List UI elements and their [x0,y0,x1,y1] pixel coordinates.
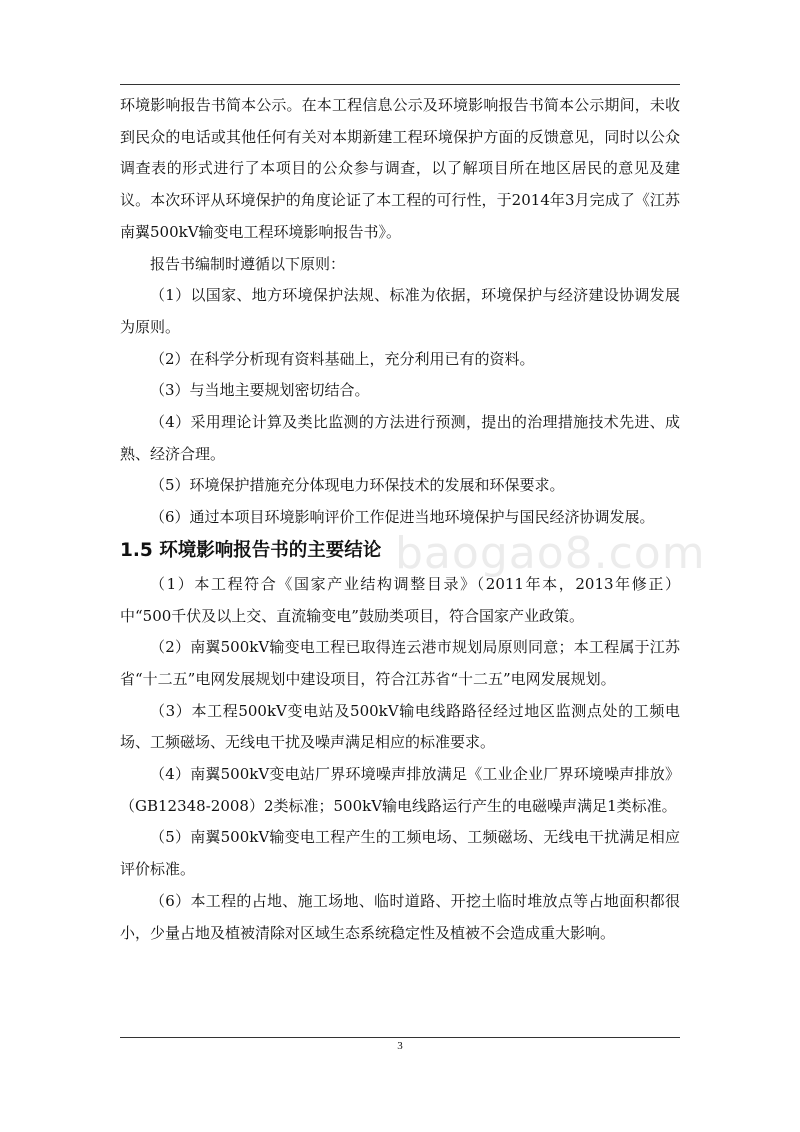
principle-item: （6）通过本项目环境影响评价工作促进当地环境保护与国民经济协调发展。 [150,508,655,527]
conclusion-item: （3）本工程500kV变电站及500kV输电线路路径经过地区监测点处的工频电场、工频磁场、无线电干扰及噪声满足相应的标准要求。 [120,701,680,752]
conclusion-item: （5）南翼500kV输变电工程产生的工频电场、工频磁场、无线电干扰满足相应评价标准。 [120,828,680,879]
principle-item: （1）以国家、地方环境保护法规、标准为依据，环境保护与经济建设协调发展为原则。 [120,286,680,336]
header-rule [120,84,680,85]
conclusion-item: （4）南翼500kV变电站厂界环境噪声排放满足《工业企业厂界环境噪声排放》（GB12348-2008）2类标准；500kV输电线路运行产生的电磁噪声满足1类标准。 [120,765,680,815]
section-heading: 1.5 环境影响报告书的主要结论 [120,539,382,561]
watermark: baogao8.com [395,528,706,579]
principle-item: （3）与当地主要规划密切结合。 [150,381,370,400]
page-number: 3 [397,1040,403,1052]
conclusion-item: （2）南翼500kV输变电工程已取得连云港市规划局原则同意；本工程属于江苏省“十二五”电网发展规划中建设项目，符合江苏省“十二五”电网发展规划。 [120,638,680,688]
principle-item: （5）环境保护措施充分体现电力环保技术的发展和环保要求。 [150,476,565,495]
intro-paragraph: 环境影响报告书简本公示。在本工程信息公示及环境影响报告书简本公示期间，未收到民众的电话或其他任何有关对本期新建工程环境保护方面的反馈意见，同时以公众调查表的形式进行了本项目的公众参与调查，以了解项目所在地区居民的意见及建议。本次环评从环境保护的角度论证了本工程的可行性，于2014年3月完成了《江苏南翼500kV输变电工程环境影响报告书》。 [120,96,680,241]
principles-lead: 报告书编制时遵循以下原则： [150,254,346,273]
conclusion-item: （1）本工程符合《国家产业结构调整目录》（2011年本，2013年修正）中“500千伏及以上交、直流输变电”鼓励类项目，符合国家产业政策。 [120,574,680,625]
principle-item: （2）在科学分析现有资料基础上，充分利用已有的资料。 [150,349,535,368]
document-body [120,90,680,949]
conclusion-item: （6）本工程的占地、施工场地、临时道路、开挖土临时堆放点等占地面积都很小，少量占地及植被清除对区域生态系统稳定性及植被不会造成重大影响。 [120,891,680,942]
footer-rule [120,1037,680,1038]
principle-item: （4）采用理论计算及类比监测的方法进行预测，提出的治理措施技术先进、成熟、经济合理。 [120,413,680,463]
